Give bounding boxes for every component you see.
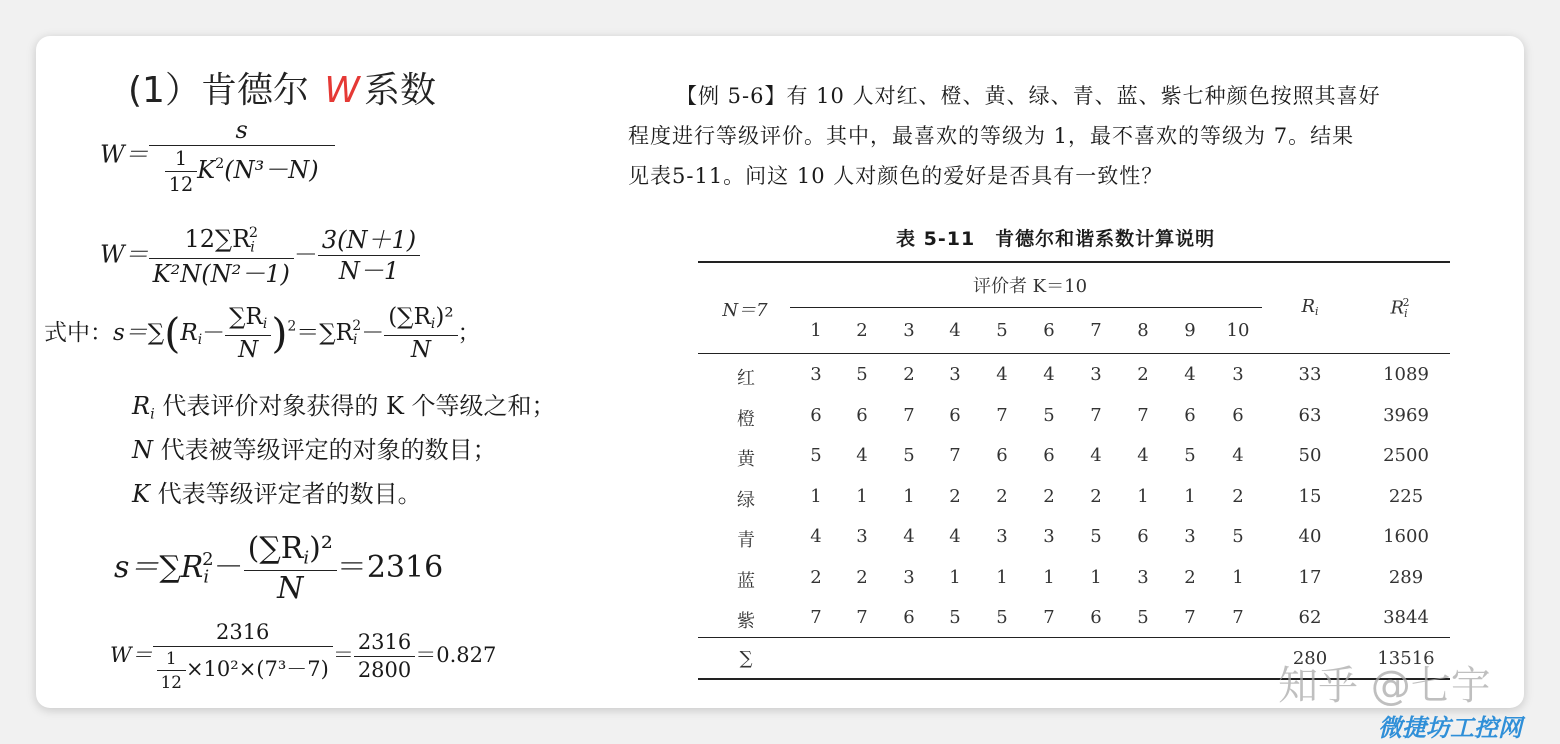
rank-cell: 6: [1232, 404, 1244, 426]
rank-cell: 2: [1184, 566, 1196, 588]
rank-cell: 7: [856, 607, 868, 628]
row-ri: 62: [1298, 607, 1322, 628]
rank-cell: 7: [1137, 404, 1149, 426]
row-color-label: 红: [737, 368, 755, 389]
rank-cell: 4: [1043, 364, 1055, 385]
definition-n: N 代表被等级评定的对象的数目；: [132, 436, 497, 464]
rater-number: 2: [856, 320, 868, 341]
zhihu-watermark: 知乎 @七宇: [1278, 663, 1491, 709]
rank-cell: 6: [949, 404, 961, 426]
rank-cell: 4: [1232, 445, 1244, 466]
row-ri: 63: [1298, 404, 1322, 426]
rank-cell: 3: [949, 364, 961, 385]
rank-cell: 4: [903, 526, 915, 547]
rank-cell: 7: [1043, 607, 1055, 628]
rank-cell: 3: [996, 526, 1008, 547]
rank-cell: 3: [1043, 526, 1055, 547]
row-color-label: 紫: [737, 611, 755, 632]
row-ri2: 289: [1388, 566, 1424, 588]
rank-cell: 1: [949, 566, 961, 588]
rank-cell: 6: [1184, 404, 1196, 426]
rank-cell: 3: [1090, 364, 1102, 385]
site-watermark: 微捷坊工控网: [1378, 714, 1522, 742]
formula-s-definition: 式中：$s=\sum(R_i-$ $\frac{\sum R_i}{N}$ )$^2=\sum R_i^2-$ $\frac{(\sum R_i)^2}{N}$ ；: [44, 304, 481, 363]
rank-cell: 5: [1043, 404, 1055, 426]
rank-cell: 7: [1090, 404, 1102, 426]
rank-cell: 2: [903, 364, 915, 385]
rank-cell: 1: [1043, 566, 1055, 588]
table-sum-label: ∑: [739, 648, 753, 669]
formula-w-definition: W＝ s $\frac{1}{12}$ $K^2(N^3-N)$: [100, 118, 335, 194]
row-ri2: 3844: [1383, 607, 1429, 628]
rank-cell: 1: [810, 485, 822, 507]
row-ri2: 1089: [1383, 364, 1429, 385]
row-color-label: 黄: [737, 449, 755, 470]
rank-cell: 4: [996, 364, 1008, 385]
rank-cell: 5: [1090, 526, 1102, 547]
table-header-ri: $R_i$: [1301, 296, 1319, 319]
table-header-ri2: $R_i^2$: [1390, 296, 1410, 320]
rank-cell: 1: [856, 485, 868, 507]
table-title: 表 5-11 肯德尔和谐系数计算说明: [896, 228, 1216, 250]
problem-line-1: 【例 5-6】有 10 人对红、橙、黄、绿、青、蓝、紫七种颜色按照其喜好: [676, 84, 1381, 108]
row-color-label: 蓝: [737, 570, 755, 592]
problem-line-2: 程度进行等级评价。其中，最喜欢的等级为 1，最不喜欢的等级为 7。结果: [628, 124, 1355, 148]
rater-number: 9: [1184, 320, 1196, 341]
problem-line-3: 见表5-11。问这 10 人对颜色的爱好是否具有一致性？: [628, 164, 1164, 188]
rank-cell: 1: [903, 485, 915, 507]
rank-cell: 4: [949, 526, 961, 547]
rank-cell: 4: [810, 526, 822, 547]
rater-number: 10: [1226, 320, 1250, 341]
table-sum-ri2: 13516: [1377, 648, 1435, 669]
rank-cell: 5: [856, 364, 868, 385]
definition-k: K 代表等级评定者的数目。: [132, 480, 422, 508]
definition-r: $R_i$ 代表评价对象获得的 K 个等级之和；: [132, 392, 556, 423]
rater-number: 5: [996, 320, 1008, 341]
rank-cell: 4: [856, 445, 868, 466]
table-rater-rule: [790, 307, 1262, 308]
rank-cell: 5: [1137, 607, 1149, 628]
rank-cell: 5: [949, 607, 961, 628]
row-ri: 50: [1298, 445, 1322, 466]
rank-cell: 7: [903, 404, 915, 426]
rank-cell: 5: [810, 445, 822, 466]
rater-number: 3: [903, 320, 915, 341]
rank-cell: 3: [856, 526, 868, 547]
rank-cell: 5: [903, 445, 915, 466]
row-color-label: 橙: [737, 408, 755, 430]
rank-cell: 3: [1137, 566, 1149, 588]
rank-cell: 2: [1090, 485, 1102, 507]
rank-cell: 1: [1090, 566, 1102, 588]
rank-cell: 4: [1090, 445, 1102, 466]
table-sum-rule: [698, 637, 1450, 638]
rank-cell: 6: [1043, 445, 1055, 466]
rank-cell: 4: [1137, 445, 1149, 466]
rank-cell: 5: [996, 607, 1008, 628]
row-color-label: 绿: [737, 489, 755, 511]
row-ri2: 2500: [1383, 445, 1429, 466]
rank-cell: 3: [1184, 526, 1196, 547]
rank-cell: 6: [810, 404, 822, 426]
rank-cell: 2: [949, 485, 961, 507]
table-sum-ri: 280: [1292, 648, 1328, 669]
row-ri2: 225: [1388, 485, 1424, 507]
row-ri: 33: [1298, 364, 1322, 385]
rank-cell: 1: [1137, 485, 1149, 507]
rater-number: 4: [949, 320, 961, 341]
rank-cell: 2: [1232, 485, 1244, 507]
row-ri: 40: [1298, 526, 1322, 547]
rank-cell: 5: [1232, 526, 1244, 547]
rank-cell: 3: [903, 566, 915, 588]
rank-cell: 2: [856, 566, 868, 588]
rank-cell: 1: [1232, 566, 1244, 588]
rank-cell: 7: [949, 445, 961, 466]
row-ri: 15: [1298, 485, 1322, 507]
rank-cell: 6: [903, 607, 915, 628]
table-header-raters: 评价者 K＝10: [972, 276, 1088, 297]
rater-number: 6: [1043, 320, 1055, 341]
rank-cell: 1: [1184, 485, 1196, 507]
rank-cell: 6: [856, 404, 868, 426]
rater-number: 1: [810, 320, 822, 341]
row-ri2: 3969: [1383, 404, 1429, 426]
rater-number: 8: [1137, 320, 1149, 341]
section-heading: (1）肯德尔 W 系数: [128, 70, 437, 111]
rank-cell: 7: [1232, 607, 1244, 628]
row-ri2: 1600: [1383, 526, 1429, 547]
table-header-rule: [698, 353, 1450, 354]
rank-cell: 7: [996, 404, 1008, 426]
row-ri: 17: [1298, 566, 1322, 588]
rank-cell: 3: [810, 364, 822, 385]
rank-cell: 7: [1184, 607, 1196, 628]
table-top-rule: [698, 261, 1450, 263]
rank-cell: 2: [1137, 364, 1149, 385]
rank-cell: 5: [1184, 445, 1196, 466]
rank-cell: 2: [1043, 485, 1055, 507]
calculation-s: $s=\sum R_i^2-$ $\frac{(\sum R_i)^2}{N}$ ＝2316: [114, 531, 444, 607]
row-color-label: 青: [737, 530, 755, 551]
rater-number: 7: [1090, 320, 1102, 341]
table-header-n: N＝7: [722, 300, 768, 321]
calculation-w: W＝ 2316 $\frac{1}{12}$ ×10²×(7³－7) ＝ $\frac{2316}{2800}$ ＝0.827: [110, 620, 497, 692]
rank-cell: 6: [996, 445, 1008, 466]
rank-cell: 4: [1184, 364, 1196, 385]
rank-cell: 3: [1232, 364, 1244, 385]
rank-cell: 2: [810, 566, 822, 588]
rank-cell: 7: [810, 607, 822, 628]
rank-cell: 6: [1137, 526, 1149, 547]
formula-w-alternative: W＝ $\frac{12\sum R_i^2}{\text{K²N(N²－1)}}$ － $\frac{3(N+1)}{N-1}$: [100, 226, 420, 286]
rank-cell: 1: [996, 566, 1008, 588]
rank-cell: 6: [1090, 607, 1102, 628]
rank-cell: 2: [996, 485, 1008, 507]
